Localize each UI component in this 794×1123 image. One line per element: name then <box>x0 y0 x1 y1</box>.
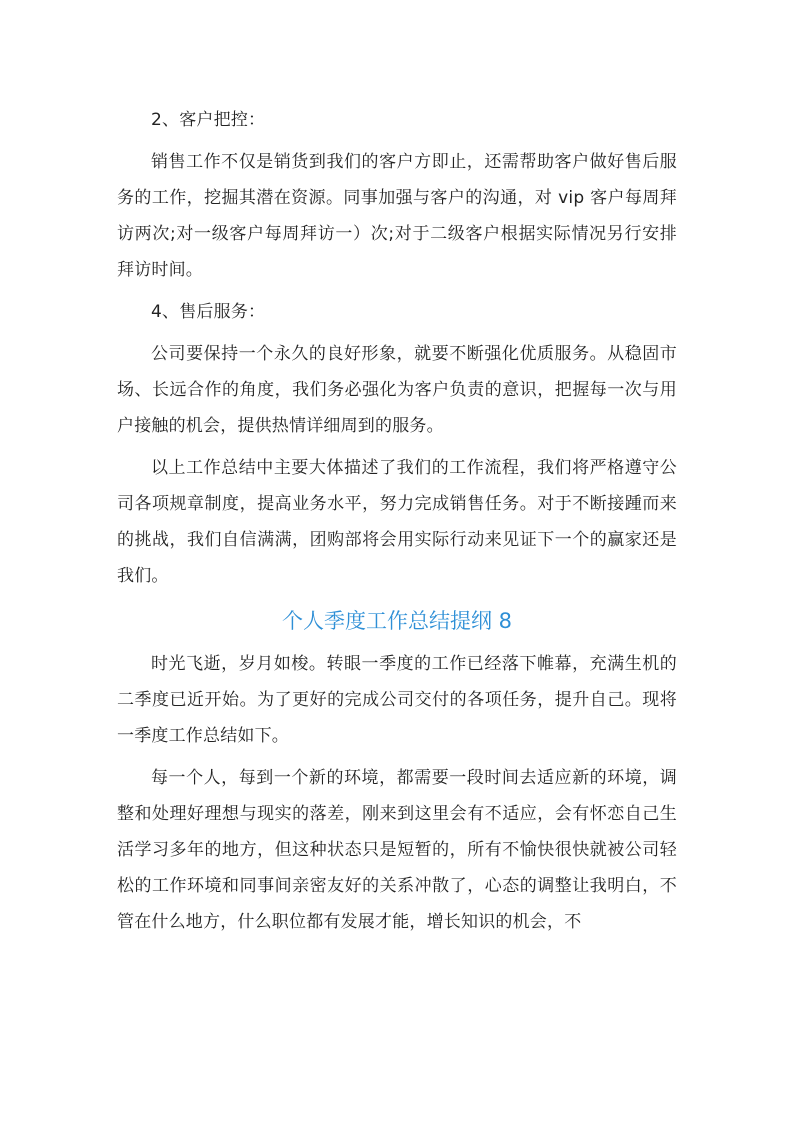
paragraph-conclusion: 以上工作总结中主要大体描述了我们的工作流程，我们将严格遵守公司各项规章制度，提高业务水平，努力完成销售任务。对于不断接踵而来的挑战，我们自信满满，团购部将会用实际行动来见证下一个的赢家还是我们。 <box>117 458 677 586</box>
section-heading: 个人季度工作总结提纲 8 <box>281 609 513 633</box>
paragraph-body: 每一个人，每到一个新的环境，都需要一段时间去适应新的环境，调整和处理好理想与现实的落差，刚来到这里会有不适应，会有怀恋自己生活学习多年的地方，但这种状态只是短暂的，所有不愉快很快就被公司轻松的工作环境和同事间亲密友好的关系冲散了，心态的调整让我明白，不管在什么地方，什么职位都有发展才能，增长知识的机会，不 <box>117 768 677 932</box>
paragraph-after-sales: 公司要保持一个永久的良好形象，就要不断强化优质服务。从稳固市场、长远合作的角度，我们务必强化为客户负责的意识，把握每一次与用户接触的机会，提供热情详细周到的服务。 <box>117 344 677 436</box>
paragraph-customer-control: 销售工作不仅是销货到我们的客户方即止，还需帮助客户做好售后服务的工作，挖掘其潜在资源。同事加强与客户的沟通，对 vip 客户每周拜访两次;对一级客户每周拜访一）次;对于二级客户根据实际情况另行安排拜访时间。 <box>117 152 677 280</box>
item-title-after-sales: 4、售后服务： <box>151 302 266 322</box>
paragraph-intro: 时光飞逝，岁月如梭。转眼一季度的工作已经落下帷幕，充满生机的二季度已近开始。为了更好的完成公司交付的各项任务，提升自己。现将一季度工作总结如下。 <box>117 654 677 746</box>
document-page <box>117 102 677 940</box>
item-title-customer-control: 2、客户把控： <box>151 110 266 130</box>
